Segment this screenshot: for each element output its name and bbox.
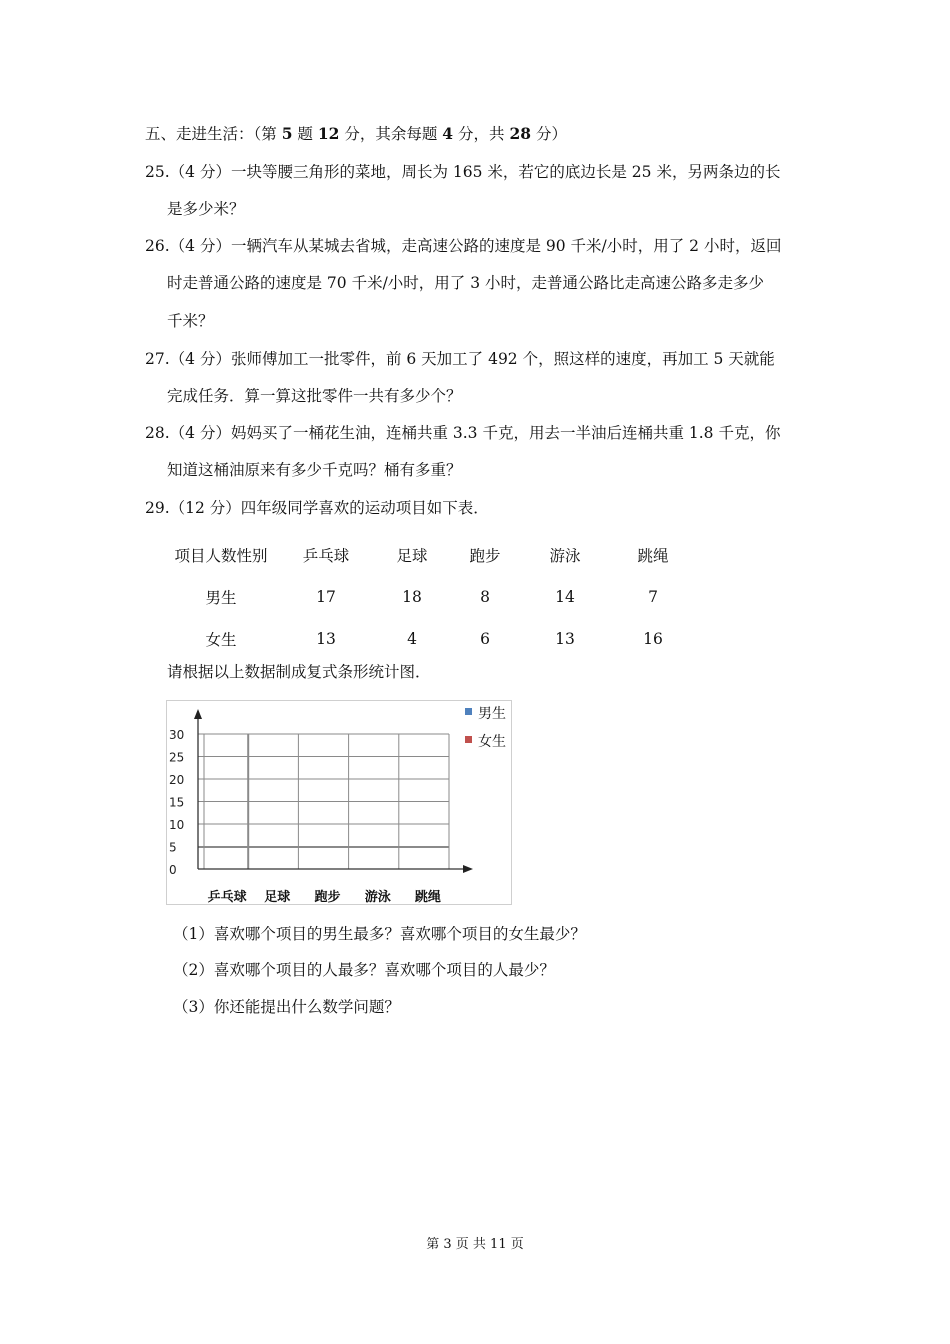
legend-swatch xyxy=(465,708,472,715)
question-26-line1: 26.（4 分）一辆汽车从某城去省城，走高速公路的速度是 90 千米/小时，用了 2 小时，返回 xyxy=(145,237,782,255)
table-cell: 8 xyxy=(480,588,490,606)
question-26-line2: 时走普通公路的速度是 70 千米/小时，用了 3 小时，走普通公路比走高速公路多走多少 xyxy=(167,274,765,292)
x-tick-label: 游泳 xyxy=(364,890,391,904)
question-25-line1: 25.（4 分）一块等腰三角形的菜地，周长为 165 米，若它的底边长是 25 米，另两条边的长 xyxy=(145,163,781,181)
question-28-line2: 知道这桶油原来有多少千克吗？桶有多重？ xyxy=(167,461,462,479)
question-29-sub3: （3）你还能提出什么数学问题？ xyxy=(173,998,400,1016)
question-27-line1: 27.（4 分）张师傅加工一批零件，前 6 天加工了 492 个，照这样的速度，再加工 5 天就能 xyxy=(145,350,775,368)
table-header-cell: 项目人数性别 xyxy=(174,547,268,565)
table-row xyxy=(162,576,694,618)
y-axis-arrow xyxy=(194,709,202,719)
x-tick-label: 足球 xyxy=(264,890,291,904)
table-cell: 17 xyxy=(316,588,336,606)
table-cell: 18 xyxy=(402,588,422,606)
y-tick-label: 15 xyxy=(169,795,185,810)
table-cell: 6 xyxy=(480,630,490,648)
table-header-cell: 游泳 xyxy=(549,547,581,565)
y-tick-label: 0 xyxy=(169,863,177,877)
table-header-cell: 足球 xyxy=(396,547,428,565)
sports-table xyxy=(162,534,694,660)
table-cell: 13 xyxy=(555,630,575,648)
legend-label: 男生 xyxy=(478,706,506,722)
question-25-line2: 是多少米？ xyxy=(167,200,245,218)
bar-chart xyxy=(167,701,511,904)
table-cell: 女生 xyxy=(205,631,237,649)
table-cell: 13 xyxy=(316,630,336,648)
table-cell: 4 xyxy=(407,630,417,648)
question-29-instruction: 请根据以上数据制成复式条形统计图． xyxy=(167,663,431,681)
x-tick-label: 跑步 xyxy=(314,890,341,904)
question-29-sub2: （2）喜欢哪个项目的人最多？喜欢哪个项目的人最少？ xyxy=(173,961,555,979)
table-cell: 14 xyxy=(555,588,575,606)
question-26-line3: 千米？ xyxy=(167,312,214,330)
question-28-line1: 28.（4 分）妈妈买了一桶花生油，连桶共重 3.3 千克，用去一半油后连桶共重 1.8 千克，你 xyxy=(145,424,781,442)
table-row xyxy=(162,618,694,660)
question-29-sub1: （1）喜欢哪个项目的男生最多？喜欢哪个项目的女生最少？ xyxy=(173,925,586,943)
table-cell: 7 xyxy=(648,588,658,606)
x-tick-label: 乒乓球 xyxy=(207,890,247,904)
table-header-row xyxy=(162,534,694,576)
y-tick-label: 30 xyxy=(169,728,185,742)
page-footer: 第 3 页 共 11 页 xyxy=(426,1237,524,1252)
section-heading: 五、走进生活：（第 5 题 12 分，其余每题 4 分，共 28 分） xyxy=(145,124,567,143)
table-header-cell: 乒乓球 xyxy=(302,547,350,565)
question-27-line2: 完成任务．算一算这批零件一共有多少个？ xyxy=(167,387,462,405)
y-tick-label: 20 xyxy=(169,773,185,787)
bar-chart-frame xyxy=(166,700,512,905)
legend-label: 女生 xyxy=(478,734,506,750)
table-header-cell: 跑步 xyxy=(469,547,501,565)
x-tick-label: 跳绳 xyxy=(414,890,441,904)
question-29-line1: 29.（12 分）四年级同学喜欢的运动项目如下表． xyxy=(145,499,489,517)
table-cell: 16 xyxy=(643,630,663,648)
table-header-cell: 跳绳 xyxy=(637,547,669,565)
legend-swatch xyxy=(465,736,472,743)
x-axis-arrow xyxy=(463,865,473,873)
y-tick-label: 25 xyxy=(169,750,185,765)
table-cell: 男生 xyxy=(205,589,237,607)
y-tick-label: 5 xyxy=(169,840,177,855)
y-tick-label: 10 xyxy=(169,818,185,832)
